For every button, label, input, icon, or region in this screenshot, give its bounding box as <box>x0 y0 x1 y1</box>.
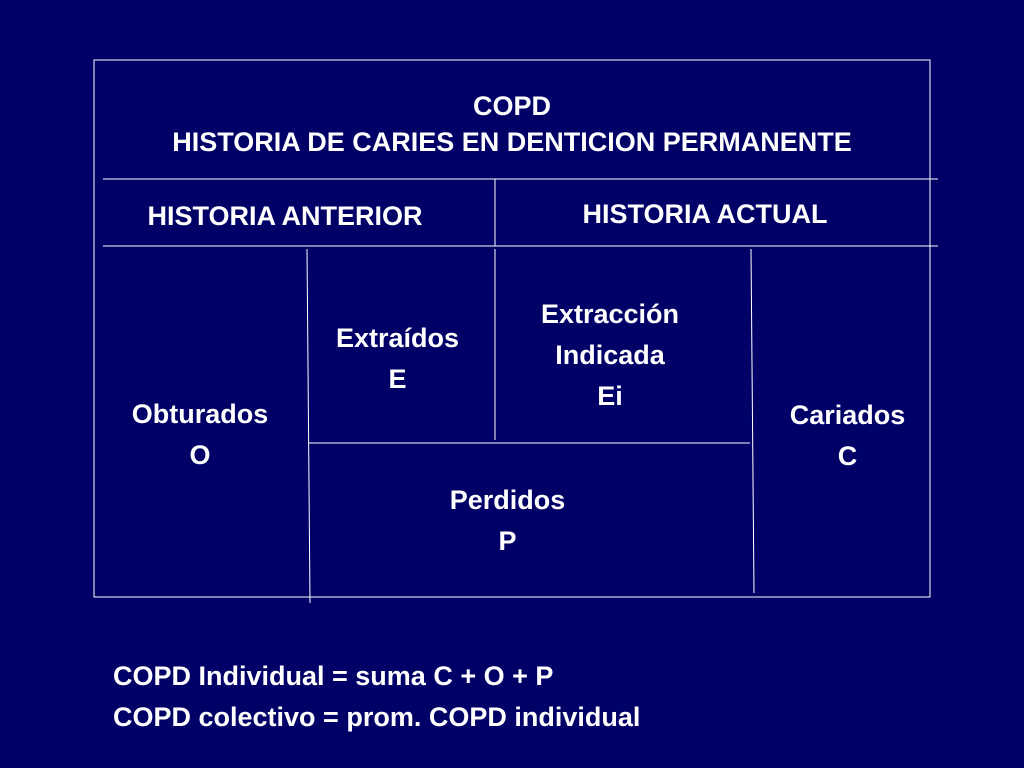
divider-obturados <box>307 249 310 603</box>
extraidos-code: E <box>388 364 407 394</box>
diagram-title <box>94 88 930 160</box>
divider-cariados <box>751 249 754 593</box>
cariados-label: Cariados <box>789 400 906 430</box>
cell-obturados <box>100 394 300 476</box>
title-line-1: COPD <box>472 91 551 121</box>
title-line-2: HISTORIA DE CARIES EN DENTICION PERMANENTE <box>172 127 852 157</box>
cariados-code: C <box>837 441 858 471</box>
extraccion-label-2: Indicada <box>555 340 665 370</box>
formula-individual: COPD Individual = suma C + O + P <box>113 661 554 691</box>
perdidos-label: Perdidos <box>449 485 566 515</box>
obturados-code: O <box>189 440 211 470</box>
section-historia-actual: HISTORIA ACTUAL <box>582 199 828 229</box>
formula-colectivo: COPD colectivo = prom. COPD individual <box>113 702 641 732</box>
cell-cariados <box>760 395 935 477</box>
cell-perdidos <box>410 480 605 562</box>
cell-extraidos <box>310 318 485 400</box>
section-historia-anterior: HISTORIA ANTERIOR <box>147 201 423 231</box>
extraidos-label: Extraídos <box>335 323 460 353</box>
extraccion-label-1: Extracción <box>540 299 680 329</box>
cell-extraccion-indicada <box>500 294 720 417</box>
extraccion-code: Ei <box>597 381 623 411</box>
perdidos-code: P <box>498 526 517 556</box>
obturados-label: Obturados <box>131 399 269 429</box>
